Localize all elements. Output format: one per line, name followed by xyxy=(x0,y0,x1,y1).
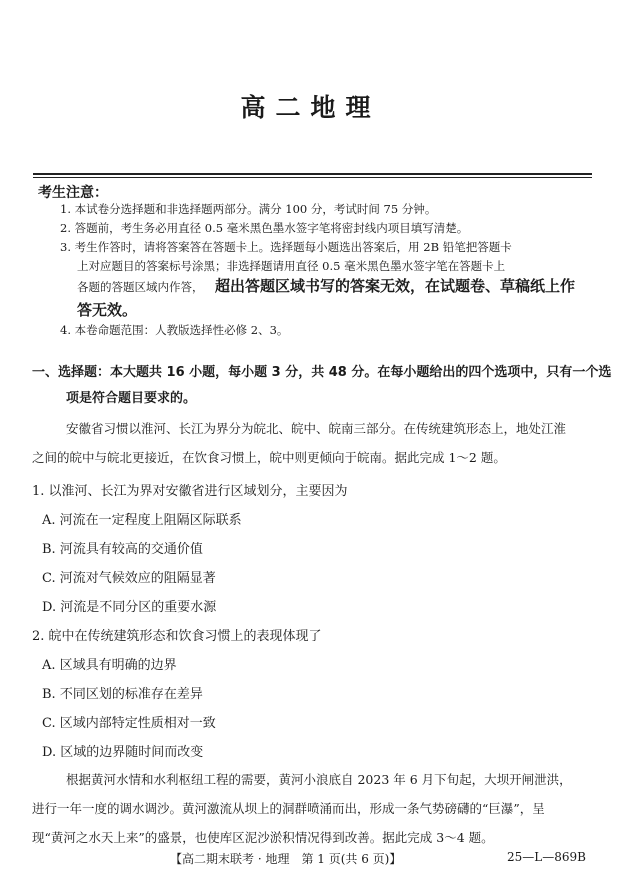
question-2-option-d: D. 区域的边界随时间而改变 xyxy=(42,745,204,760)
notice-item-3: 3. 考生作答时，请将答案答在答题卡上。选择题每小题选出答案后，用 2B 铅笔把答题卡 xyxy=(60,240,512,254)
question-2-stem: 2. 皖中在传统建筑形态和饮食习惯上的表现体现了 xyxy=(32,629,322,644)
question-2-option-a: A. 区域具有明确的边界 xyxy=(42,658,177,673)
question-2-option-c: C. 区域内部特定性质相对一致 xyxy=(42,716,216,731)
page-title: 高二地理 xyxy=(240,93,381,122)
question-1-option-c: C. 河流对气候效应的阻隔显著 xyxy=(42,571,216,586)
notice-item-3-cont-2: 各题的答题区域内作答， xyxy=(77,280,204,294)
notice-heading: 考生注意： xyxy=(38,185,108,201)
header-rule-thin xyxy=(33,177,592,178)
notice-item-1: 1. 本试卷分选择题和非选择题两部分。满分 100 分，考试时间 75 分钟。 xyxy=(60,202,437,216)
passage1-line2: 之间的皖中与皖北更接近，在饮食习惯上，皖中则更倾向于皖南。据此完成 1～2 题。 xyxy=(32,450,506,465)
section-heading-line2: 项是符合题目要求的。 xyxy=(66,391,197,406)
notice-item-2: 2. 答题前，考生务必用直径 0.5 毫米黑色墨水签字笔将密封线内项目填写清楚。 xyxy=(60,221,469,235)
question-1-option-d: D. 河流是不同分区的重要水源 xyxy=(42,600,217,615)
notice-emphasis-2: 答无效。 xyxy=(77,301,138,319)
passage2-line1: 根据黄河水情和水利枢纽工程的需要，黄河小浪底自 2023 年 6 月下旬起，大坝开闸泄洪， xyxy=(66,772,572,787)
passage2-line3: 现“黄河之水天上来”的盛景，也使库区泥沙淤积情况得到改善。据此完成 3～4 题。 xyxy=(32,830,494,845)
notice-item-3-cont-1: 上对应题目的答案标号涂黑；非选择题请用直径 0.5 毫米黑色墨水签字笔在答题卡上 xyxy=(77,259,506,273)
question-1-option-a: A. 河流在一定程度上阻隔区际联系 xyxy=(42,513,242,528)
question-1-option-b: B. 河流具有较高的交通价值 xyxy=(42,542,203,557)
question-1-stem: 1. 以淮河、长江为界对安徽省进行区域划分，主要因为 xyxy=(32,484,348,499)
passage2-line2: 进行一年一度的调水调沙。黄河激流从坝上的洞群喷涌而出，形成一条气势磅礴的“巨瀑”，呈 xyxy=(32,801,545,816)
page-footer: 【高二期末联考 · 地理 第 1 页(共 6 页)】 xyxy=(170,852,402,866)
notice-emphasis-1: 超出答题区域书写的答案无效，在试题卷、草稿纸上作 xyxy=(215,277,576,295)
paper-code: 25—L—869B xyxy=(507,850,586,864)
question-2-option-b: B. 不同区划的标准存在差异 xyxy=(42,687,203,702)
section-heading-line1: 一、选择题：本大题共 16 小题，每小题 3 分，共 48 分。在每小题给出的四个选项中，只有一个选 xyxy=(32,365,612,380)
notice-item-4: 4. 本卷命题范围：人教版选择性必修 2、3。 xyxy=(60,323,289,337)
header-rule-thick xyxy=(33,173,592,175)
passage1-line1: 安徽省习惯以淮河、长江为界分为皖北、皖中、皖南三部分。在传统建筑形态上，地处江淮 xyxy=(66,421,567,436)
